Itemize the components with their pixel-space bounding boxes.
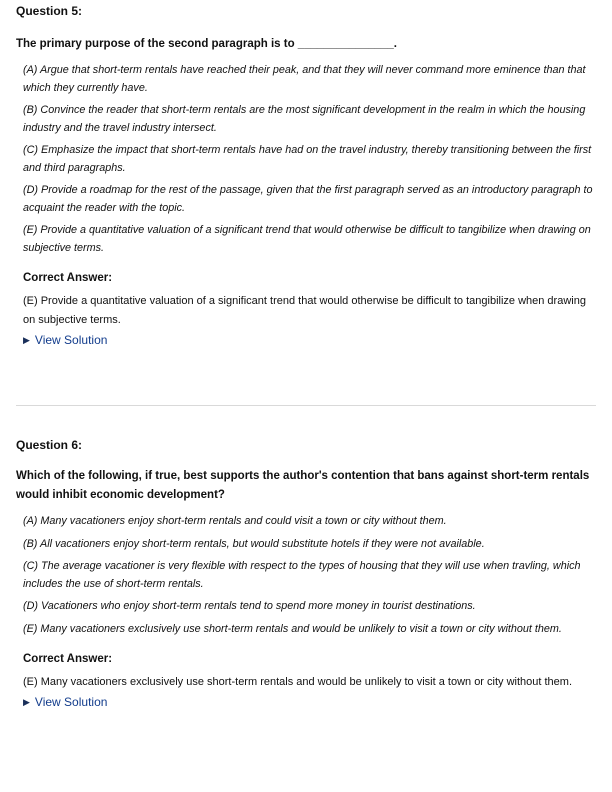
question-5-stem: The primary purpose of the second paragraph is to _______________. — [16, 38, 397, 50]
choice-a: (A) Many vacationers enjoy short-term rentals and could visit a town or city without them. — [23, 515, 447, 527]
choice-c: (C) The average vacationer is very flexible with respect to the types of housing that they will use when travling, which includes the use of short-term rentals. — [23, 560, 581, 590]
choice-a: (A) Argue that short-term rentals have reached their peak, and that they will never command more eminence than that which they currently have. — [23, 64, 586, 94]
choice-e: (E) Many vacationers exclusively use short-term rentals and would be unlikely to visit a town or city without them. — [23, 622, 562, 635]
question-6 — [16, 438, 600, 710]
correct-answer-text: (E) Many vacationers exclusively use short-term rentals and would be unlikely to visit a town or city without them. — [23, 676, 573, 688]
triangle-right-icon: ▶ — [23, 335, 30, 345]
question-5-label: Question 5: — [16, 4, 83, 18]
question-5 — [16, 4, 600, 348]
choice-d: (D) Vacationers who enjoy short-term rentals tend to spend more money in tourist destinations. — [23, 600, 476, 612]
view-solution-label: View Solution — [34, 695, 108, 709]
choice-c: (C) Emphasize the impact that short-term rentals have had on the travel industry, thereby transitioning between the first and third paragraphs. — [23, 144, 592, 174]
question-5-choices — [16, 62, 600, 257]
correct-answer-text: (E) Provide a quantitative valuation of a significant trend that would otherwise be difficult to tangibilize when drawing on subjective terms. — [23, 295, 586, 326]
question-6-label: Question 6: — [16, 438, 83, 452]
choice-b: (B) Convince the reader that short-term rentals are the most significant development in the realm in which the housing industry and the travel industry intersect. — [23, 104, 586, 134]
view-solution-link[interactable] — [16, 333, 107, 348]
choice-e: (E) Provide a quantitative valuation of a significant trend that would otherwise be difficult to tangibilize when drawing on subjective terms. — [23, 224, 591, 254]
triangle-right-icon: ▶ — [23, 697, 30, 707]
choice-b: (B) All vacationers enjoy short-term rentals, but would substitute hotels if they were not available. — [23, 537, 485, 550]
view-solution-label: View Solution — [34, 333, 108, 347]
correct-answer-heading: Correct Answer: — [23, 272, 113, 284]
question-6-choices — [16, 513, 600, 638]
choice-d: (D) Provide a roadmap for the rest of the passage, given that the first paragraph served as an introductory paragraph to acquaint the reader with the topic. — [23, 184, 593, 214]
section-divider — [16, 405, 596, 406]
correct-answer-heading: Correct Answer: — [23, 653, 113, 665]
view-solution-link[interactable] — [16, 695, 107, 710]
question-6-stem: Which of the following, if true, best supports the author's contention that bans against short-term rentals would inhibit economic development? — [16, 470, 590, 501]
